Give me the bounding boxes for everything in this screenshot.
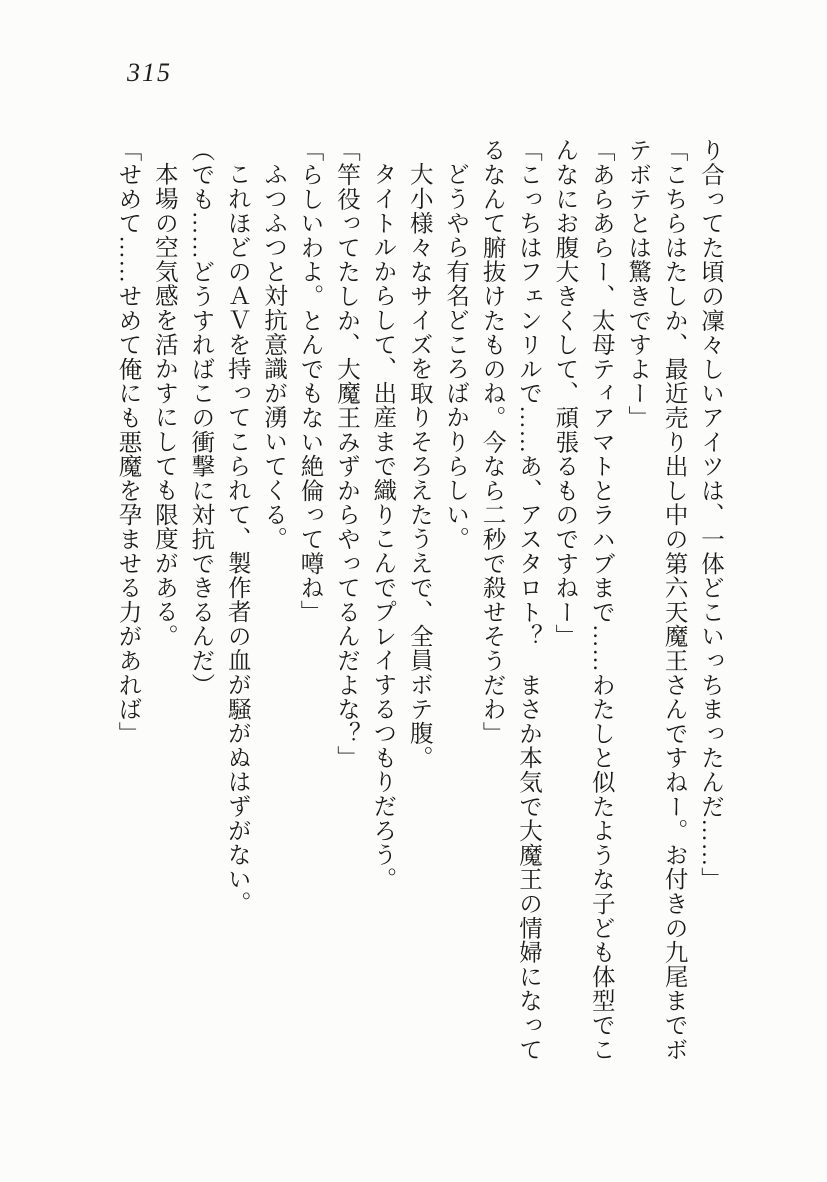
- paragraph: 「こちらはたしか、最近売り出し中の第六天魔王さんですねー。お付きの九尾までボテボテとは驚きですよー」: [624, 138, 687, 1062]
- paragraph: り合ってた頃の凜々しいアイツは、一体どこいっちまったんだ……」: [697, 138, 723, 892]
- paragraph: ふつふつと対抗意識が湧いてくる。: [260, 162, 287, 552]
- paragraph: 大小様々なサイズを取りそろえたうえで、全員ボテ腹。: [405, 162, 432, 770]
- paragraph: （でも……どうすればこの衝撃に対抗できるんだ）: [187, 138, 214, 697]
- paragraph: 「こっちはフェンリルで……あ、アスタロト？ まさか本気で大魔王の情婦になってるなんて腑抜けたものね。今なら二秒で殺せそうだわ」: [478, 138, 541, 1062]
- page-number: 315: [127, 58, 172, 87]
- paragraph: 「あらあらー、太母ティアマトとラハブまで……わたしと似たような子ども体型でこんなにお腹大きくして、頑張るものですねー」: [551, 138, 614, 1062]
- paragraph: 「せめて……せめて俺にも悪魔を孕ませる力があれば」: [114, 138, 141, 746]
- paragraph: これほどのＡＶを持ってこられて、製作者の血が騒がぬはずがない。: [223, 162, 250, 916]
- paragraph: 「竿役ってたしか、大魔王みずからやってるんだよな？」: [332, 138, 359, 770]
- body-text-block: [108, 138, 728, 1070]
- paragraph: 「らしいわよ。とんでもない絶倫って噂ね」: [296, 138, 323, 624]
- paragraph: どうやら有名どころばかりらしい。: [442, 162, 469, 552]
- paragraph: タイトルからして、出産まで織りこんでプレイするつもりだろう。: [369, 162, 396, 892]
- paragraph: 本場の空気感を活かすにしても限度がある。: [150, 162, 177, 649]
